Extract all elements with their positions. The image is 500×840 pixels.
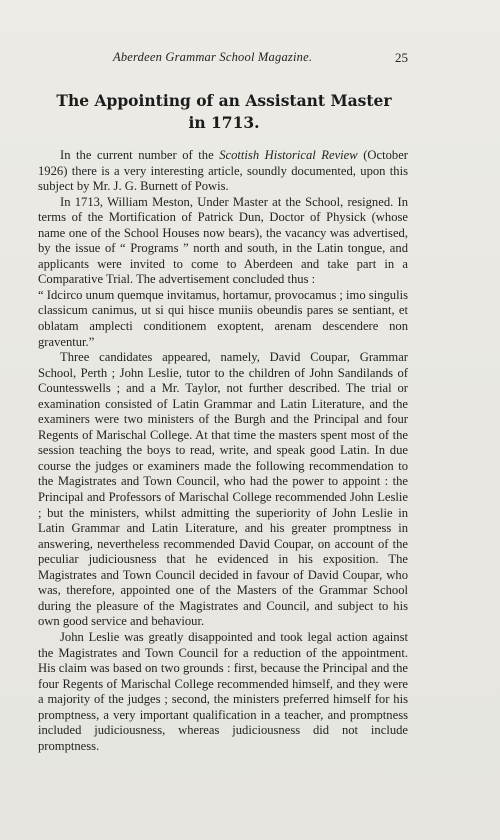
review-title: Scottish Historical Review	[219, 148, 358, 162]
running-header	[38, 50, 408, 68]
article-body	[38, 148, 408, 754]
latin-quotation: “ Idcirco unum quemque invitamus, hortamur, provocamus ; imo singulis classicum canimus, ut si qui hisce muniis obeundis pares se sentiant, et oblatam amplecti conditionem exoptent, arenam descendere non graventur.”	[38, 287, 408, 349]
paragraph-4: John Leslie was greatly disappointed and took legal action against the Magistrates and Town Council for a reduction of the appointment. His claim was based on two grounds : first, because the Principal and the four Regents of Marischal College recommended himself, and they were a majority of the judges ; second, the ministers preferred himself for his promptness, a very important qualification in a teacher, and promptness included judiciousness, whereas judiciousness did not include promptness.	[38, 629, 408, 753]
journal-title: Aberdeen Grammar School Magazine.	[113, 50, 313, 64]
page-number: 25	[395, 50, 408, 65]
paragraph-1-lead: In the current number of the	[60, 148, 220, 162]
article-title-line-1: The Appointing of an Assistant Master	[56, 91, 392, 110]
paragraph-3: Three candidates appeared, namely, David Coupar, Grammar School, Perth ; John Leslie, tutor to the children of John Sandilands of Countesswells ; and a Mr. Taylor, not further described. The trial or examination consisted of Latin Grammar and Latin Literature, and the examiners were two ministers of the Burgh and the Principal and four Regents of Marischal College. At that time the masters spent most of the session teaching the boys to read, write, and speak good Latin. In due course the judges or examiners made the following recommendation to the Magistrates and Town Council, who had the power to appoint : the Principal and Professors of Marischal College recommended John Leslie ; but the ministers, whilst admitting the superiority of John Leslie in Latin Grammar and Latin Literature, and his greater promptness in answering, nevertheless recommended David Coupar, on account of the peculiar judiciousness that he evidenced in his exposition. The Magistrates and Town Council decided in favour of David Coupar, who was, therefore, appointed one of the Masters of the Grammar School during the pleasure of the Magistrates and Council, and subject to his own good service and behaviour.	[38, 350, 408, 629]
paragraph-1	[38, 148, 408, 195]
article-title-line-2: in 1713.	[188, 113, 260, 132]
paragraph-1-rest: (October 1926) there is a very interesting article, soundly documented, upon this subject by Mr. J. G. Burnett of Powis.	[38, 148, 408, 194]
paragraph-2: In 1713, William Meston, Under Master at the School, resigned. In terms of the Mortification of Patrick Dun, Doctor of Physick (whose name one of the School Houses now bears), the vacancy was advertised, by the issue of “ Programs ” north and south, in the Latin tongue, and applicants were invited to come to Aberdeen and take part in a Comparative Trial. The advertisement concluded thus :	[38, 194, 408, 287]
article-title	[38, 90, 410, 134]
